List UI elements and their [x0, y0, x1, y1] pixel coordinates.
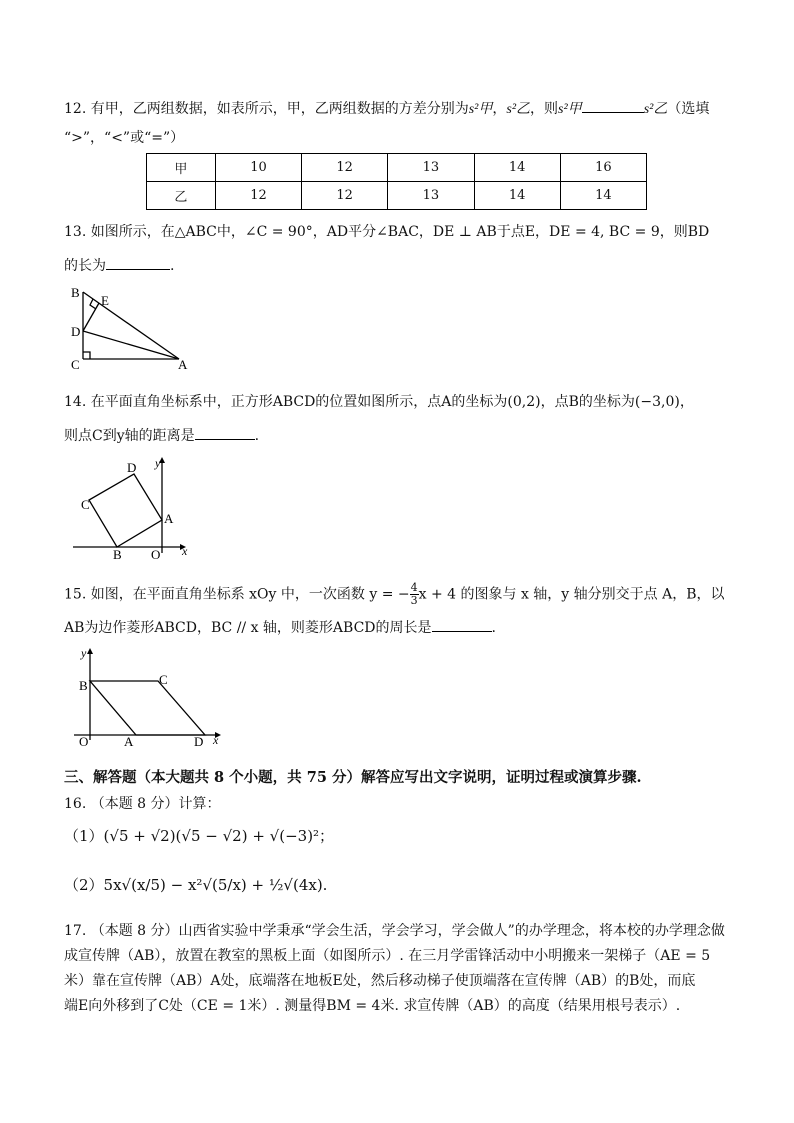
row-label: 乙 [147, 182, 216, 210]
q17-line3: 米）靠在宣传牌（AB）A处，底端落在地板E处，然后移动梯子使顶端落在宣传牌（AB）的B处，而底 [64, 973, 696, 989]
label-d: D [127, 460, 137, 475]
answer-blank-14[interactable] [195, 427, 255, 440]
table-cell: 16 [560, 154, 646, 182]
right-angle-c [83, 352, 90, 359]
q16-title: 16. （本题 8 分）计算： [64, 796, 221, 812]
table-cell: 13 [388, 154, 474, 182]
label-x: x [213, 733, 219, 747]
table-cell: 14 [474, 182, 560, 210]
label-e: E [101, 293, 109, 308]
q14-line1: 14. 在平面直角坐标系中，正方形ABCD的位置如图所示，点A的坐标为(0,2)，点B的坐标为(−3,0)， [64, 394, 694, 410]
table-cell: 14 [474, 154, 560, 182]
answer-blank-12[interactable] [582, 100, 644, 113]
table-cell: 14 [560, 182, 646, 210]
label-d: D [71, 324, 81, 339]
segment-ad [83, 331, 179, 359]
segment-de [83, 303, 99, 331]
table-cell: 12 [215, 182, 301, 210]
q15-line2: AB为边作菱形ABCD，BC // x 轴，则菱形ABCD的周长是 . [64, 620, 496, 636]
q13-line2: 的长为 . [64, 258, 175, 274]
label-c: C [81, 497, 90, 512]
square-abcd [89, 474, 162, 547]
q16-part2: （2）5x√(x/5) − x²√(5/x) + ½√(4x). [64, 876, 328, 894]
label-a: A [124, 734, 134, 749]
label-a: A [178, 357, 188, 372]
variance-table [146, 153, 647, 210]
triangle-figure-13 [66, 284, 196, 374]
q16-part1: （1）(√5 + √2)(√5 − √2) + √(−3)²； [64, 827, 335, 845]
label-b: B [71, 285, 80, 300]
label-y: y [155, 456, 161, 470]
table-row [147, 182, 647, 210]
table-cell: 12 [302, 154, 388, 182]
answer-blank-15[interactable] [432, 619, 492, 632]
table-row [147, 154, 647, 182]
s-yi-1: s²乙 [506, 102, 531, 117]
s-yi-2: s²乙 [643, 102, 668, 117]
q17-line4: 端E向外移到了C处（CE = 1米）. 测量得BM = 4米. 求宣传牌（AB）的高度（结果用根号表示）. [64, 998, 681, 1014]
q17-line1: 17. （本题 8 分）山西省实验中学秉承“学会生活，学会学习，学会做人”的办学理念，将本校的办学理念做 [64, 923, 725, 939]
label-x: x [182, 544, 188, 558]
q12-line2: “>”，“<”或“=”） [64, 130, 185, 146]
label-b: B [113, 547, 122, 562]
s-jia: s²甲 [468, 102, 493, 117]
table-cell: 13 [388, 182, 474, 210]
rhombus-figure-15 [72, 645, 232, 750]
q17-line2: 成宣传牌（AB），放置在教室的黑板上面（如图所示）. 在三月学雷锋活动中小明搬来一架梯子（AE = 5 [64, 948, 711, 964]
label-y: y [81, 646, 87, 660]
section-3-title: 三、解答题（本大题共 8 个小题，共 75 分）解答应写出文字说明，证明过程或演算步骤. [64, 769, 642, 786]
label-d: D [194, 734, 204, 749]
side-ab [83, 292, 179, 359]
answer-blank-13[interactable] [106, 257, 170, 270]
fraction-4-3: $\frac{4}{3}$ [410, 581, 418, 607]
table-cell: 10 [215, 154, 301, 182]
label-c: C [71, 357, 80, 372]
y-arrow [87, 648, 93, 654]
q12-line1: 12. 有甲，乙两组数据，如表所示，甲，乙两组数据的方差分别为s²甲，s²乙，则s²甲 s²乙（选填 [64, 101, 710, 117]
rhombus-abcd [90, 681, 205, 735]
square-figure-14 [70, 455, 200, 565]
q13-line1: 13. 如图所示，在△ABC中，∠C = 90°，AD平分∠BAC，DE ⊥ AB于点E，DE = 4, BC = 9，则BD [64, 224, 710, 240]
label-a: A [164, 511, 174, 526]
s-jia-2: s²甲 [558, 102, 582, 117]
q15-line1: 15. 如图，在平面直角坐标系 xOy 中，一次函数 y = − $\frac{4}{3}$ x + 4 的图象与 x 轴，y 轴分别交于点 A，B，以 [64, 581, 725, 607]
label-o: O [79, 734, 89, 749]
label-b: B [79, 678, 88, 693]
label-o: O [151, 547, 161, 562]
q14-line2: 则点C到y轴的距离是 . [64, 428, 260, 444]
row-label: 甲 [147, 154, 216, 182]
label-c: C [159, 672, 168, 687]
table-cell: 12 [302, 182, 388, 210]
